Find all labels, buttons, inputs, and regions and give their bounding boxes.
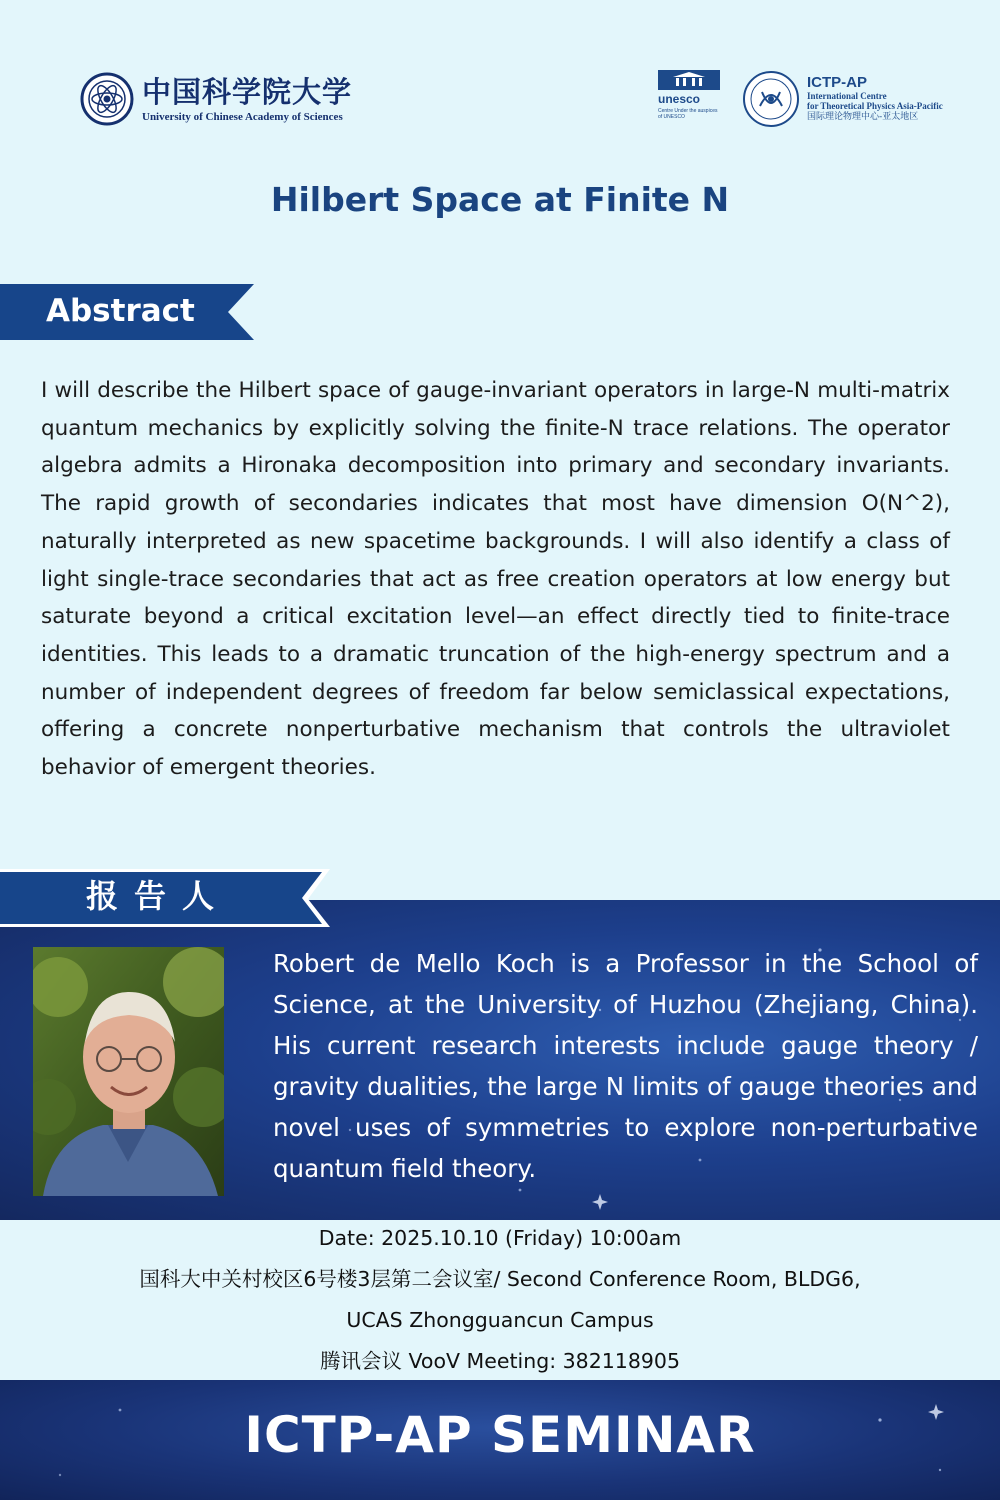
ictp-text <box>807 75 943 123</box>
speaker-heading-tab <box>0 869 345 927</box>
event-venue-line1: 国科大中关村校区6号楼3层第二会议室/ Second Conference Room, BLDG6, <box>139 1267 861 1291</box>
event-venue-line2: UCAS Zhongguancun Campus <box>346 1308 654 1332</box>
speaker-portrait <box>33 947 224 1196</box>
event-date: Date: 2025.10.10 (Friday) 10:00am <box>318 1226 682 1250</box>
unesco-temple-icon <box>658 70 720 90</box>
ictp-name: ICTP-AP <box>807 74 867 91</box>
ucas-logo <box>80 72 352 126</box>
ucas-name-en: University of Chinese Academy of Sciences <box>142 111 343 123</box>
abstract-heading: Abstract <box>46 293 195 329</box>
event-meeting: 腾讯会议 VooV Meeting: 382118905 <box>319 1349 681 1373</box>
unesco-sub: Centre Under the auspices of UNESCO <box>658 108 718 120</box>
speaker-photo <box>33 947 224 1196</box>
speaker-bio: Robert de Mello Koch is a Professor in the School of Science, at the University of Huzhou (Zhejiang, China). His current research interests include gauge theory / gravity dualities, the large N limits of gauge theories and novel uses of symmetries to explore non-perturbative quantum field theory. <box>273 949 978 1183</box>
footer-title: ICTP-AP SEMINAR <box>244 1406 756 1464</box>
header <box>0 0 1000 160</box>
ictp-cn: 国际理论物理中心-亚太地区 <box>807 112 919 122</box>
event-info <box>0 1220 1000 1384</box>
ictp-sub-line2: for Theoretical Physics Asia-Pacific <box>807 101 943 111</box>
ucas-name-cn: 中国科学院大学 <box>142 75 353 109</box>
abstract-heading-tab <box>0 284 260 342</box>
unesco-name: unesco <box>658 92 701 106</box>
page-title: Hilbert Space at Finite N <box>270 180 730 219</box>
ictp-seal-icon <box>742 70 800 128</box>
abstract-text: I will describe the Hilbert space of gauge-invariant operators in large-N multi-matrix quantum mechanics by explicitly solving the finite-N trace relations. The operator algebra admits a Hironaka decomposition into primary and secondary invariants. The rapid growth of secondaries indicates that most have dimension O(N^2), naturally interpreted as new spacetime backgrounds. I will also identify a class of light single-trace secondaries that act as free creation operators at low energy but saturate beyond a critical excitation level—an effect directly tied to finite-trace identities. This leads to a dramatic truncation of the high-energy spectrum and a number of independent degrees of freedom far below semiclassical expectations, offering a concrete nonperturbative mechanism that controls the ultraviolet behavior of emergent theories. <box>41 378 950 781</box>
speaker-heading: 报告人 <box>86 877 231 915</box>
unesco-logo <box>658 70 720 120</box>
ucas-seal-icon <box>80 72 134 126</box>
footer-banner <box>0 1380 1000 1500</box>
ictp-sub-line1: International Centre <box>807 91 887 101</box>
